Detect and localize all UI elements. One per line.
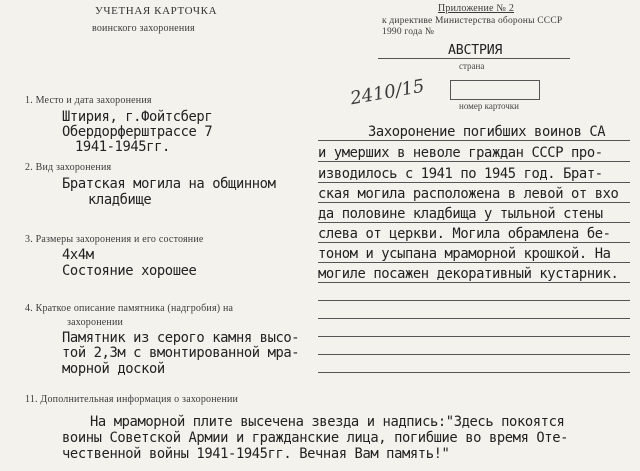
appendix-line1: к директиве Министерства обороны СССР: [382, 16, 563, 26]
field-11-line-2: воины Советской Армии и гражданские лица, погибшие во время Оте-: [62, 430, 569, 446]
field-4-line-1: Памятник из серого камня высо-: [62, 330, 300, 346]
field-2-label: 2. Вид захоронения: [25, 162, 112, 173]
card-number-box: [450, 80, 540, 100]
card-subtitle: воинского захоронения: [92, 23, 195, 34]
field-3-line-2: Состояние хорошее: [62, 263, 197, 279]
field-2-line-1: Братская могила на общинном: [62, 176, 276, 192]
field-1-line-1: Штирия, г.Фойтсберг: [62, 109, 213, 125]
appendix-line2: 1990 года №: [382, 27, 435, 37]
description-line-5: да половине кладбища у тыльной стены: [318, 206, 603, 222]
field-4-label-cont: захоронении: [67, 317, 124, 328]
field-4-line-3: морной доской: [62, 361, 165, 377]
description-line-6: слева от церкви. Могила обрамлена бе-: [318, 226, 611, 242]
description-line-7: тоном и усыпана мраморной крошкой. На: [318, 246, 611, 262]
field-11-line-3: чественной войны 1941-1945гг. Вечная Вам память!": [62, 446, 450, 462]
description-rule-8: [318, 282, 630, 283]
field-1-line-3: 1941-1945гг.: [75, 139, 170, 155]
field-4-label: 4. Краткое описание памятника (надгробия) на: [25, 303, 234, 314]
country-label: страна: [459, 61, 485, 71]
description-rule-2: [318, 161, 630, 162]
field-3-line-1: 4х4м: [62, 247, 94, 263]
description-line-4: ская могила расположена в левой от вхо: [318, 186, 619, 202]
field-2-line-2: кладбище: [88, 192, 152, 208]
field-1-label: 1. Место и дата захоронения: [25, 95, 152, 106]
description-rule-11: [318, 336, 630, 337]
field-11-line-1: На мраморной плите высечена звезда и надпись:"Здесь покоятся: [90, 414, 565, 430]
card-title: УЧЕТНАЯ КАРТОЧКА: [95, 5, 218, 17]
country-value: АВСТРИЯ: [448, 43, 503, 58]
description-rule-6: [318, 242, 630, 243]
description-rule-3: [318, 182, 630, 183]
description-line-8: могиле посажен декоративный кустарник.: [318, 266, 619, 282]
description-rule-1: [318, 140, 630, 141]
field-11-label: 11. Дополнительная информация о захоронении: [25, 394, 239, 405]
description-line-2: и умерших в неволе граждан СССР про-: [318, 145, 603, 161]
description-rule-9: [318, 300, 630, 301]
field-3-label: 3. Размеры захоронения и его состояние: [25, 234, 204, 245]
field-1-line-2: Обердорферштрассе 7: [62, 124, 213, 140]
description-rule-12: [318, 354, 630, 355]
description-rule-7: [318, 262, 630, 263]
description-line-3: изводилось с 1941 по 1945 год. Брат-: [318, 166, 603, 182]
field-4-line-2: той 2,3м с вмонтированной мра-: [62, 345, 300, 361]
description-rule-5: [318, 222, 630, 223]
description-rule-10: [318, 318, 630, 319]
description-line-1: Захоронение погибших воинов СА: [368, 124, 606, 140]
description-rule-4: [318, 202, 630, 203]
appendix-label: Приложение № 2: [438, 3, 515, 14]
card-number-label: номер карточки: [459, 101, 519, 111]
card-number-handwritten: 2410/15: [348, 75, 427, 110]
description-rule-13: [318, 372, 630, 373]
country-underline: [378, 58, 570, 59]
